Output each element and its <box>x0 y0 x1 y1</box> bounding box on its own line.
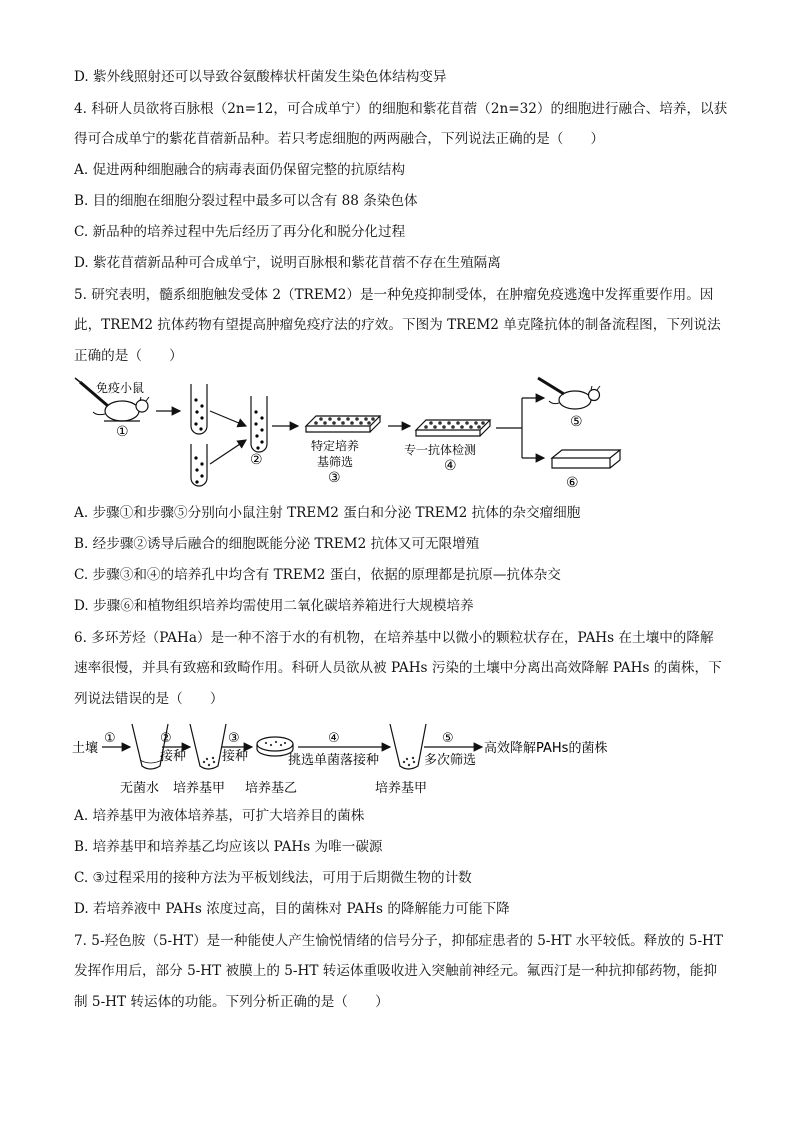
q5-stem-line1: 5. 研究表明，髓系细胞触发受体 2（TREM2）是一种免疫抑制受体，在肿瘤免疫逃逸中发挥重要作用。因 <box>74 287 714 303</box>
step3-label-line2: 基筛选 <box>317 455 354 469</box>
step2-text: 接种 <box>160 749 187 764</box>
q6-stem-line1: 6. 多环芳烃（PAHa）是一种不溶于水的有机物，在培养基中以微小的颗粒状存在，PAHs 在土壤中的降解 <box>74 630 714 646</box>
step3-label: ③ <box>228 731 240 746</box>
q6-option-d: D. 若培养液中 PAHs 浓度过高，目的菌株对 PAHs 的降解能力可能下降 <box>74 901 510 917</box>
q7-stem-line2: 发挥作用后，部分 5-HT 被膜上的 5-HT 转运体重吸收进入突触前神经元。氟西汀是一种抗抑郁药物，能抑 <box>74 963 717 979</box>
q5-option-b: B. 经步骤②诱导后融合的细胞既能分泌 TREM2 抗体又可无限增殖 <box>74 536 480 552</box>
step4-label-text: 专一抗体检测 <box>404 443 477 457</box>
step6-label: ⑥ <box>566 475 579 491</box>
step3-label: ③ <box>328 470 341 486</box>
q4-option-c: C. 新品种的培养过程中先后经历了再分化和脱分化过程 <box>74 224 406 240</box>
test-tube-icon <box>191 384 207 434</box>
medium-a-label-2: 培养基甲 <box>375 781 428 796</box>
q6-option-b: B. 培养基甲和培养基乙均应该以 PAHs 为唯一碳源 <box>74 839 383 855</box>
step3-label-line1: 特定培养 <box>311 439 360 453</box>
culture-box-icon <box>552 450 620 468</box>
sterile-water-label: 无菌水 <box>120 781 160 796</box>
step4-label: ④ <box>444 458 457 474</box>
culture-plate-icon <box>416 420 490 436</box>
q4-stem-line2: 得可合成单宁的紫花苜蓿新品种。若只考虑细胞的两两融合，下列说法正确的是（ ） <box>74 131 605 147</box>
step2-label: ② <box>160 731 172 746</box>
q4-option-b: B. 目的细胞在细胞分裂过程中最多可以含有 88 条染色体 <box>74 193 418 209</box>
q4-option-d: D. 紫花苜蓿新品种可合成单宁，说明百脉根和紫花苜蓿不存在生殖隔离 <box>74 255 501 271</box>
q6-isolation-flow-diagram <box>72 718 632 798</box>
medium-b-label: 培养基乙 <box>245 781 298 796</box>
q6-stem-line2: 速率很慢，并具有致癌和致畸作用。科研人员欲从被 PAHs 污染的土壤中分离出高效降解 PAHs 的菌株，下 <box>74 660 722 676</box>
q3-option-d: D. 紫外线照射还可以导致谷氨酸棒状杆菌发生染色体结构变异 <box>74 69 447 85</box>
soil-label: 土壤 <box>72 741 99 756</box>
step1-label: ① <box>104 731 116 746</box>
q6-stem-line3: 列说法错误的是（ ） <box>74 691 224 707</box>
q5-antibody-flow-diagram <box>70 374 630 494</box>
step4-label: ④ <box>328 731 340 746</box>
culture-plate-icon <box>306 416 380 432</box>
step5-text: 多次筛选 <box>424 753 477 768</box>
q4-option-a: A. 促进两种细胞融合的病毒表面仍保留完整的抗原结构 <box>74 162 406 178</box>
mouse-label: 免疫小鼠 <box>96 381 145 395</box>
test-tube-icon <box>251 396 267 452</box>
q5-stem-line3: 正确的是（ ） <box>74 348 183 364</box>
flask-icon <box>390 724 426 769</box>
test-tube-icon <box>191 444 207 486</box>
q5-stem-line2: 此，TREM2 抗体药物有望提高肿瘤免疫疗法的疗效。下图为 TREM2 单克隆抗体的制备流程图，下列说法 <box>74 317 721 333</box>
step5-label: ⑤ <box>442 731 454 746</box>
syringe-icon <box>538 378 564 394</box>
step1-label: ① <box>116 424 129 440</box>
step3-text: 接种 <box>222 749 249 764</box>
q5-option-a: A. 步骤①和步骤⑤分别向小鼠注射 TREM2 蛋白和分泌 TREM2 抗体的杂交瘤细胞 <box>74 505 581 521</box>
step5-label: ⑤ <box>570 414 583 430</box>
q7-stem-line3: 制 5-HT 转运体的功能。下列分析正确的是（ ） <box>74 994 389 1010</box>
q7-stem-line1: 7. 5-羟色胺（5-HT）是一种能使人产生愉悦情绪的信号分子，抑郁症患者的 5-HT 水平较低。释放的 5-HT <box>74 933 723 949</box>
q5-option-d: D. 步骤⑥和植物组织培养均需使用二氧化碳培养箱进行大规模培养 <box>74 598 474 614</box>
medium-a-label: 培养基甲 <box>173 781 226 796</box>
q4-stem-line1: 4. 科研人员欲将百脉根（2n=12，可合成单宁）的细胞和紫花苜蓿（2n=32）的细胞进行融合、培养，以获 <box>74 101 728 117</box>
q6-option-a: A. 培养基甲为液体培养基，可扩大培养目的菌株 <box>74 808 365 824</box>
step4-text: 挑选单菌落接种 <box>288 753 380 768</box>
flask-icon <box>190 724 226 769</box>
result-label: 高效降解PAHs的菌株 <box>484 741 608 756</box>
step2-label: ② <box>250 452 263 468</box>
q6-option-c: C. ③过程采用的接种方法为平板划线法，可用于后期微生物的计数 <box>74 870 472 886</box>
q5-option-c: C. 步骤③和④的培养孔中均含有 TREM2 蛋白，依据的原理都是抗原—抗体杂交 <box>74 567 561 583</box>
